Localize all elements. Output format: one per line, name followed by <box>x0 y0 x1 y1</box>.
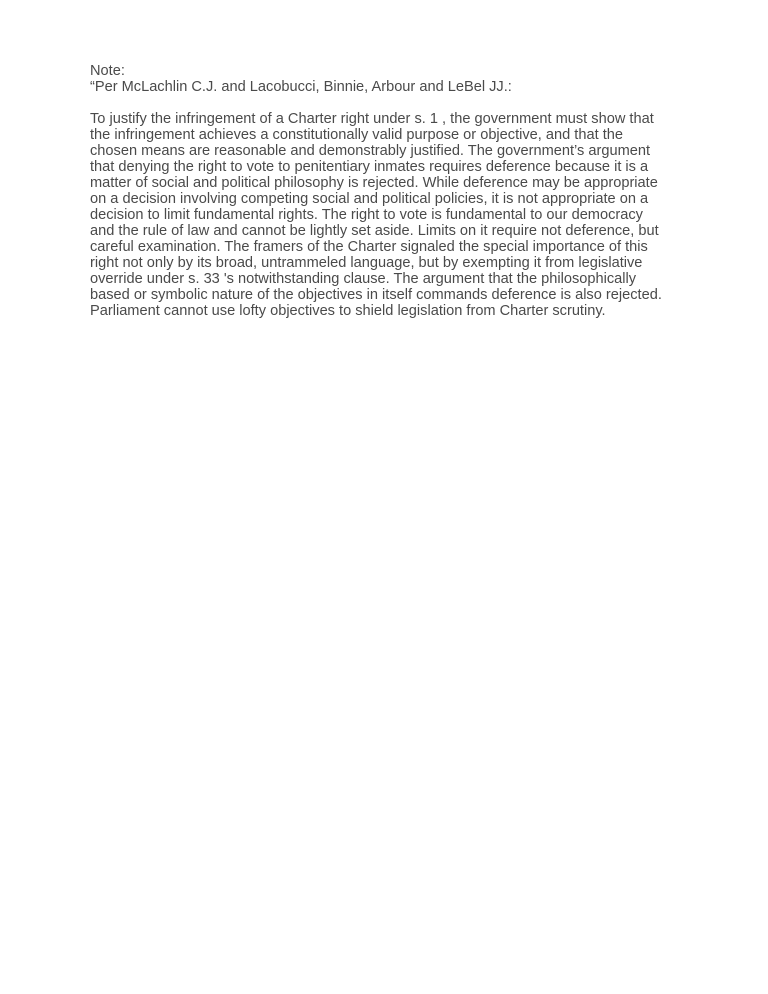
paragraph-line: that denying the right to vote to penitentiary inmates requires deference because it is a <box>90 159 649 175</box>
note-label: Note: <box>90 63 125 79</box>
paragraph-line: matter of social and political philosophy is rejected. While deference may be appropriate <box>90 175 658 191</box>
paragraph-line: and the rule of law and cannot be lightly set aside. Limits on it require not deference, but <box>90 223 659 239</box>
paragraph-line: right not only by its broad, untrammeled language, but by exempting it from legislative <box>90 255 643 271</box>
body-paragraph <box>90 111 694 319</box>
paragraph-line: careful examination. The framers of the Charter signaled the special importance of this <box>90 239 648 255</box>
paragraph-line: Parliament cannot use lofty objectives to shield legislation from Charter scrutiny. <box>90 303 606 319</box>
attribution-line: “Per McLachlin C.J. and Lacobucci, Binnie, Arbour and LeBel JJ.: <box>90 79 512 95</box>
paragraph-line: the infringement achieves a constitutionally valid purpose or objective, and that the <box>90 127 623 143</box>
paragraph-spacer <box>90 95 694 111</box>
paragraph-line: on a decision involving competing social and political policies, it is not appropriate on a <box>90 191 649 207</box>
paragraph-line: override under s. 33 's notwithstanding clause. The argument that the philosophically <box>90 271 637 287</box>
paragraph-line: To justify the infringement of a Charter right under s. 1 , the government must show that <box>90 111 654 127</box>
document-body <box>90 63 694 319</box>
paragraph-line: chosen means are reasonable and demonstrably justified. The government’s argument <box>90 143 651 159</box>
paragraph-line: decision to limit fundamental rights. The right to vote is fundamental to our democracy <box>90 207 643 223</box>
paragraph-line: based or symbolic nature of the objectives in itself commands deference is also rejected. <box>90 287 662 303</box>
